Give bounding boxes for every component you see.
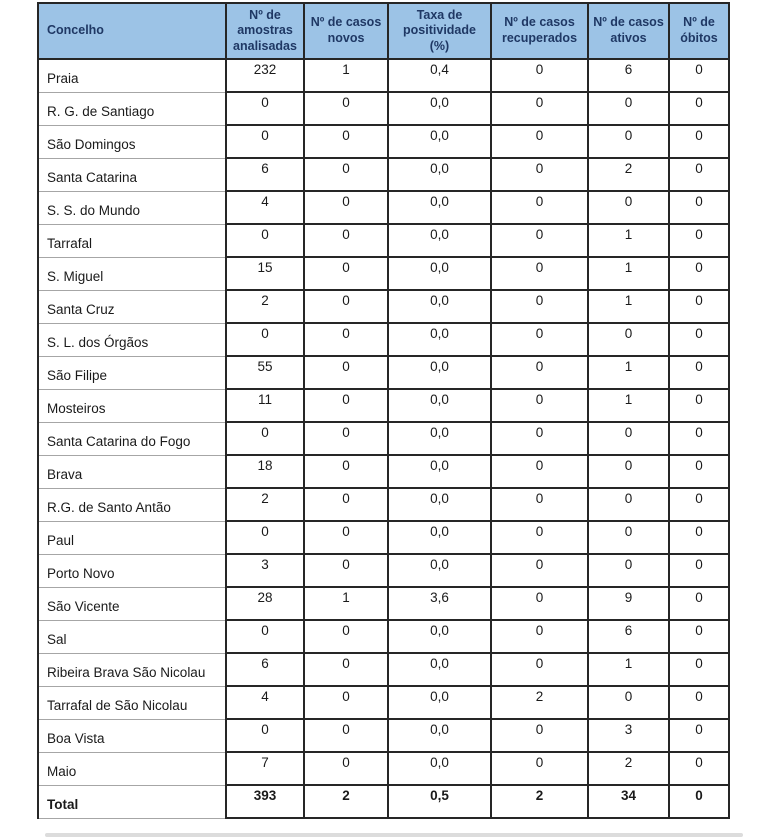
table-row xyxy=(38,356,729,389)
value-cell: 0 xyxy=(491,257,588,290)
table-row xyxy=(38,455,729,488)
value-cell: 18 xyxy=(226,455,304,488)
value-cell: 0 xyxy=(491,92,588,125)
value-cell: 6 xyxy=(588,620,669,653)
value-cell: 0 xyxy=(669,587,729,620)
value-cell: 0 xyxy=(491,158,588,191)
value-cell: 0 xyxy=(669,224,729,257)
value-cell: 0 xyxy=(491,587,588,620)
concelho-cell: S. Miguel xyxy=(38,257,226,290)
concelho-cell: S. S. do Mundo xyxy=(38,191,226,224)
table-row xyxy=(38,653,729,686)
value-cell: 0,0 xyxy=(388,191,491,224)
value-cell: 0,0 xyxy=(388,158,491,191)
value-cell: 0,0 xyxy=(388,224,491,257)
value-cell: 0 xyxy=(588,125,669,158)
value-cell: 0,0 xyxy=(388,257,491,290)
value-cell: 9 xyxy=(588,587,669,620)
concelho-cell: R. G. de Santiago xyxy=(38,92,226,125)
value-cell: 0 xyxy=(304,323,388,356)
value-cell: 0 xyxy=(669,191,729,224)
concelho-cell: Boa Vista xyxy=(38,719,226,752)
concelho-cell: São Filipe xyxy=(38,356,226,389)
value-cell: 0 xyxy=(304,653,388,686)
column-header-concelho: Concelho xyxy=(38,3,226,59)
value-cell: 0 xyxy=(669,125,729,158)
value-cell: 232 xyxy=(226,59,304,92)
value-cell: 3 xyxy=(588,719,669,752)
value-cell: 0 xyxy=(669,59,729,92)
value-cell: 0,0 xyxy=(388,422,491,455)
value-cell: 0 xyxy=(588,455,669,488)
value-cell: 1 xyxy=(588,224,669,257)
concelho-cell: Brava xyxy=(38,455,226,488)
column-header-obitos: Nº de óbitos xyxy=(669,3,729,59)
table-row xyxy=(38,290,729,323)
value-cell: 6 xyxy=(226,158,304,191)
value-cell: 0 xyxy=(304,488,388,521)
value-cell: 11 xyxy=(226,389,304,422)
value-cell: 0 xyxy=(588,422,669,455)
column-header-taxa-positividade: Taxa de positividade (%) xyxy=(388,3,491,59)
value-cell: 0,0 xyxy=(388,455,491,488)
page-divider-strip xyxy=(45,833,743,837)
value-cell: 0 xyxy=(588,488,669,521)
value-cell: 1 xyxy=(588,290,669,323)
value-cell: 0,5 xyxy=(388,785,491,818)
value-cell: 0 xyxy=(226,323,304,356)
value-cell: 0 xyxy=(491,389,588,422)
value-cell: 0 xyxy=(491,125,588,158)
value-cell: 2 xyxy=(226,290,304,323)
value-cell: 0 xyxy=(669,356,729,389)
value-cell: 0 xyxy=(304,257,388,290)
value-cell: 0,0 xyxy=(388,620,491,653)
table-row xyxy=(38,158,729,191)
concelho-cell: S. L. dos Órgãos xyxy=(38,323,226,356)
value-cell: 2 xyxy=(588,158,669,191)
value-cell: 0 xyxy=(226,620,304,653)
value-cell: 0,0 xyxy=(388,323,491,356)
value-cell: 0 xyxy=(491,323,588,356)
concelho-cell: São Vicente xyxy=(38,587,226,620)
value-cell: 1 xyxy=(588,356,669,389)
value-cell: 1 xyxy=(588,389,669,422)
value-cell: 1 xyxy=(588,653,669,686)
value-cell: 0,0 xyxy=(388,653,491,686)
table-row xyxy=(38,488,729,521)
value-cell: 0 xyxy=(304,719,388,752)
table-row xyxy=(38,719,729,752)
header-row xyxy=(38,3,729,59)
value-cell: 0 xyxy=(304,389,388,422)
concelho-cell: Mosteiros xyxy=(38,389,226,422)
value-cell: 28 xyxy=(226,587,304,620)
concelho-cell: R.G. de Santo Antão xyxy=(38,488,226,521)
value-cell: 0 xyxy=(669,158,729,191)
table-row xyxy=(38,752,729,785)
value-cell: 1 xyxy=(588,257,669,290)
value-cell: 0 xyxy=(304,752,388,785)
concelho-cell: Tarrafal de São Nicolau xyxy=(38,686,226,719)
value-cell: 0 xyxy=(304,125,388,158)
table-row xyxy=(38,59,729,92)
table-row xyxy=(38,554,729,587)
value-cell: 7 xyxy=(226,752,304,785)
value-cell: 0 xyxy=(491,356,588,389)
value-cell: 0 xyxy=(669,686,729,719)
value-cell: 0 xyxy=(226,719,304,752)
concelho-cell: Ribeira Brava São Nicolau xyxy=(38,653,226,686)
value-cell: 0 xyxy=(669,323,729,356)
value-cell: 0,0 xyxy=(388,92,491,125)
value-cell: 0,0 xyxy=(388,290,491,323)
value-cell: 0 xyxy=(669,389,729,422)
value-cell: 0,0 xyxy=(388,389,491,422)
concelho-cell: São Domingos xyxy=(38,125,226,158)
value-cell: 34 xyxy=(588,785,669,818)
concelho-cell: Santa Catarina xyxy=(38,158,226,191)
value-cell: 2 xyxy=(588,752,669,785)
value-cell: 0 xyxy=(588,92,669,125)
value-cell: 0 xyxy=(491,290,588,323)
value-cell: 0 xyxy=(304,290,388,323)
value-cell: 4 xyxy=(226,191,304,224)
value-cell: 0 xyxy=(491,488,588,521)
value-cell: 0 xyxy=(304,554,388,587)
value-cell: 0 xyxy=(226,521,304,554)
value-cell: 0 xyxy=(491,191,588,224)
value-cell: 0 xyxy=(669,719,729,752)
value-cell: 0,0 xyxy=(388,488,491,521)
table-row xyxy=(38,587,729,620)
value-cell: 4 xyxy=(226,686,304,719)
value-cell: 0 xyxy=(491,620,588,653)
table-row xyxy=(38,686,729,719)
value-cell: 6 xyxy=(588,59,669,92)
value-cell: 0 xyxy=(304,356,388,389)
value-cell: 0 xyxy=(588,521,669,554)
concelho-covid-table xyxy=(37,2,730,819)
value-cell: 0 xyxy=(226,224,304,257)
value-cell: 1 xyxy=(304,59,388,92)
value-cell: 0 xyxy=(304,422,388,455)
value-cell: 0 xyxy=(669,620,729,653)
value-cell: 0 xyxy=(491,554,588,587)
concelho-cell: Santa Catarina do Fogo xyxy=(38,422,226,455)
concelho-cell: Tarrafal xyxy=(38,224,226,257)
table-row xyxy=(38,191,729,224)
value-cell: 0 xyxy=(588,323,669,356)
value-cell: 0 xyxy=(491,455,588,488)
value-cell: 0 xyxy=(669,92,729,125)
value-cell: 0 xyxy=(669,521,729,554)
concelho-cell: Sal xyxy=(38,620,226,653)
table-row xyxy=(38,422,729,455)
value-cell: 0,0 xyxy=(388,356,491,389)
value-cell: 0,0 xyxy=(388,521,491,554)
value-cell: 0 xyxy=(669,785,729,818)
value-cell: 0 xyxy=(588,191,669,224)
value-cell: 0 xyxy=(304,686,388,719)
value-cell: 0,0 xyxy=(388,719,491,752)
value-cell: 393 xyxy=(226,785,304,818)
concelho-cell: Paul xyxy=(38,521,226,554)
value-cell: 0 xyxy=(304,224,388,257)
column-header-casos-ativos: Nº de casos ativos xyxy=(588,3,669,59)
value-cell: 2 xyxy=(226,488,304,521)
value-cell: 0 xyxy=(669,752,729,785)
value-cell: 0 xyxy=(588,686,669,719)
total-row xyxy=(38,785,729,818)
value-cell: 3,6 xyxy=(388,587,491,620)
table-row xyxy=(38,125,729,158)
concelho-cell: Santa Cruz xyxy=(38,290,226,323)
value-cell: 0,4 xyxy=(388,59,491,92)
value-cell: 0 xyxy=(669,488,729,521)
value-cell: 0 xyxy=(304,620,388,653)
concelho-cell: Porto Novo xyxy=(38,554,226,587)
value-cell: 0 xyxy=(304,521,388,554)
value-cell: 0,0 xyxy=(388,686,491,719)
value-cell: 0 xyxy=(669,554,729,587)
table-row xyxy=(38,323,729,356)
value-cell: 0 xyxy=(226,92,304,125)
column-header-casos-novos: Nº de casos novos xyxy=(304,3,388,59)
value-cell: 0 xyxy=(304,158,388,191)
column-header-casos-recuperados: Nº de casos recuperados xyxy=(491,3,588,59)
concelho-cell: Total xyxy=(38,785,226,818)
value-cell: 3 xyxy=(226,554,304,587)
table-row xyxy=(38,257,729,290)
value-cell: 2 xyxy=(304,785,388,818)
value-cell: 6 xyxy=(226,653,304,686)
value-cell: 0 xyxy=(669,290,729,323)
value-cell: 0,0 xyxy=(388,752,491,785)
value-cell: 0 xyxy=(491,719,588,752)
column-header-amostras: Nº de amostras analisadas xyxy=(226,3,304,59)
value-cell: 0 xyxy=(491,422,588,455)
value-cell: 0 xyxy=(491,752,588,785)
table-row xyxy=(38,224,729,257)
value-cell: 0 xyxy=(304,191,388,224)
table-row xyxy=(38,521,729,554)
value-cell: 0 xyxy=(491,653,588,686)
value-cell: 0 xyxy=(226,422,304,455)
value-cell: 0 xyxy=(669,455,729,488)
value-cell: 0 xyxy=(669,422,729,455)
value-cell: 0 xyxy=(491,521,588,554)
value-cell: 0 xyxy=(669,653,729,686)
value-cell: 0 xyxy=(669,257,729,290)
concelho-cell: Praia xyxy=(38,59,226,92)
value-cell: 2 xyxy=(491,686,588,719)
value-cell: 0 xyxy=(588,554,669,587)
value-cell: 1 xyxy=(304,587,388,620)
value-cell: 0 xyxy=(491,224,588,257)
concelho-cell: Maio xyxy=(38,752,226,785)
value-cell: 2 xyxy=(491,785,588,818)
value-cell: 0 xyxy=(491,59,588,92)
value-cell: 0,0 xyxy=(388,125,491,158)
table-row xyxy=(38,92,729,125)
value-cell: 55 xyxy=(226,356,304,389)
value-cell: 0 xyxy=(304,455,388,488)
value-cell: 0 xyxy=(304,92,388,125)
value-cell: 0 xyxy=(226,125,304,158)
value-cell: 0,0 xyxy=(388,554,491,587)
table-row xyxy=(38,389,729,422)
table-row xyxy=(38,620,729,653)
value-cell: 15 xyxy=(226,257,304,290)
